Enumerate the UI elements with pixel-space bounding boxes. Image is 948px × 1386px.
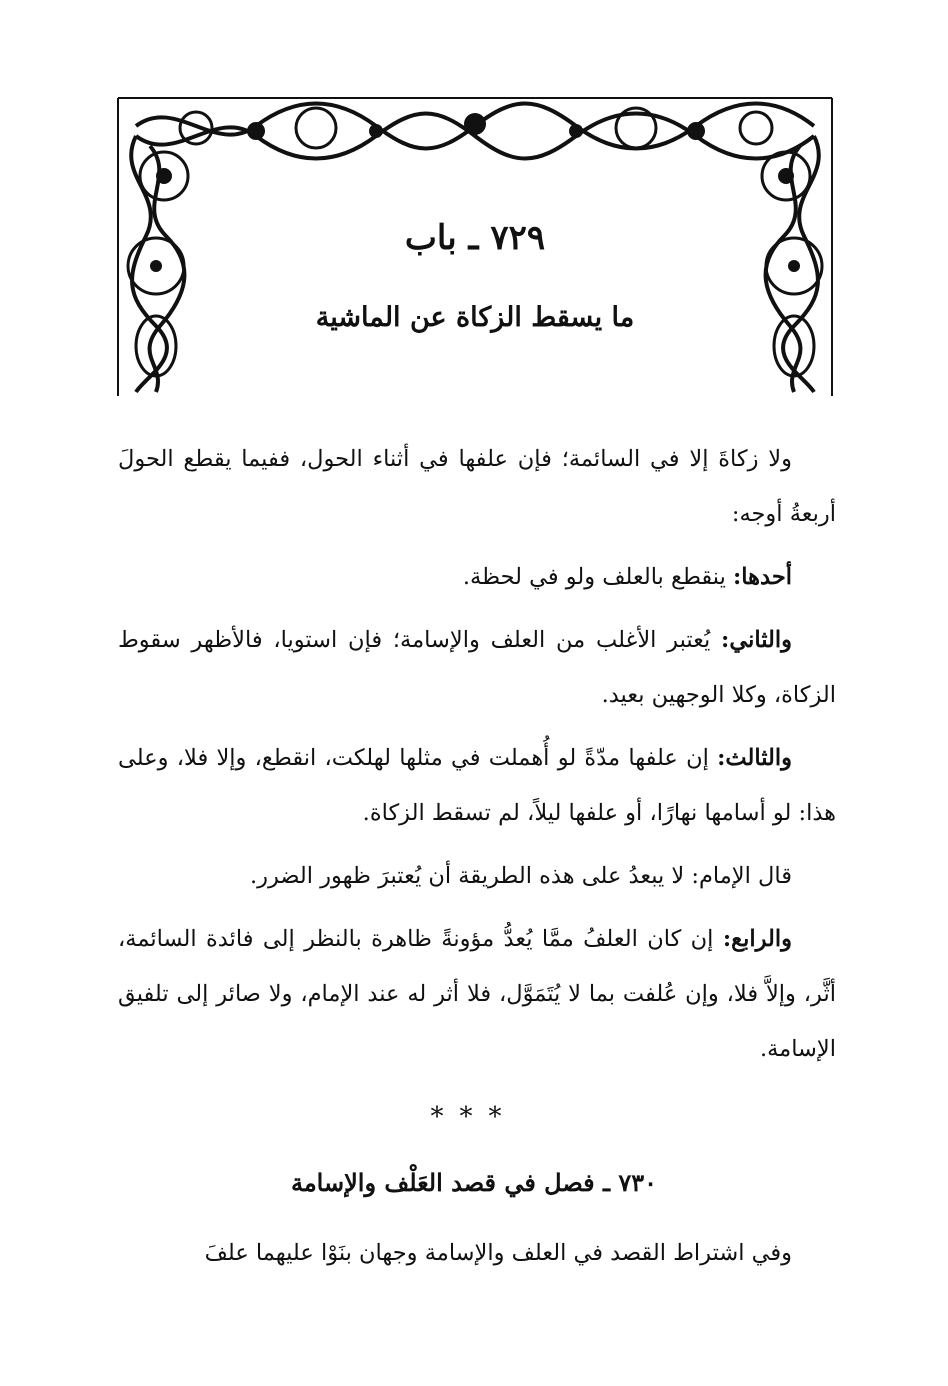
paragraph-text: ولا زكاةَ إلا في السائمة؛ فإن علفها في أثناء الحول، ففيما يقطع الحولَ أربعةُ أوجه: xyxy=(118,446,836,527)
paragraph-label: والثاني: xyxy=(721,627,792,653)
chapter-title: ما يسقط الزكاة عن الماشية xyxy=(315,302,635,333)
paragraph-text: إن علفها مدّةً لو أُهملت في مثلها لهلكت، انقطع، وإلا فلا، وعلى هذا: لو أسامها نهارًا، أو علفها ليلاً، لم تسقط الزكاة. xyxy=(118,745,836,826)
paragraph-imam-quote xyxy=(118,849,836,904)
paragraph-first-view xyxy=(118,550,836,605)
ornamental-frame xyxy=(116,96,834,396)
paragraph-third-view xyxy=(118,731,836,841)
paragraph-fourth-view xyxy=(118,912,836,1077)
paragraph-text: إن كان العلفُ ممَّا يُعدُّ مؤونةً ظاهرة بالنظر إلى فائدة السائمة، أثَّر، وإلاَّ فلا، وإن عُلفت بما لا يُتَمَوَّل، فلا أثر له عند الإمام، ولا صائر إلى تلفيق الإسامة. xyxy=(118,926,836,1062)
section-first-line: وفي اشتراط القصد في العلف والإسامة وجهان بنَوْا عليهما علفَ xyxy=(204,1240,792,1266)
section-separator: *** xyxy=(430,1102,518,1132)
paragraph-text: قال الإمام: لا يبعدُ على هذه الطريقة أن يُعتبرَ ظهور الضرر. xyxy=(249,863,792,889)
main-text xyxy=(118,432,836,1077)
chapter-number: ٧٢٩ ـ باب xyxy=(404,218,546,258)
paragraph-text: ينقطع بالعلف ولو في لحظة. xyxy=(462,564,733,590)
paragraph-intro xyxy=(118,432,836,542)
paragraph-label: أحدها: xyxy=(733,564,792,590)
paragraph-label: والثالث: xyxy=(717,745,792,771)
section-title: ٧٣٠ ـ فصل في قصد العَلْف والإسامة xyxy=(290,1168,658,1197)
paragraph-text: يُعتبر الأغلب من العلف والإسامة؛ فإن استويا، فالأظهر سقوط الزكاة، وكلا الوجهين بعيد. xyxy=(118,627,836,708)
paragraph-label: والرابع: xyxy=(722,926,792,952)
paragraph-second-view xyxy=(118,613,836,723)
